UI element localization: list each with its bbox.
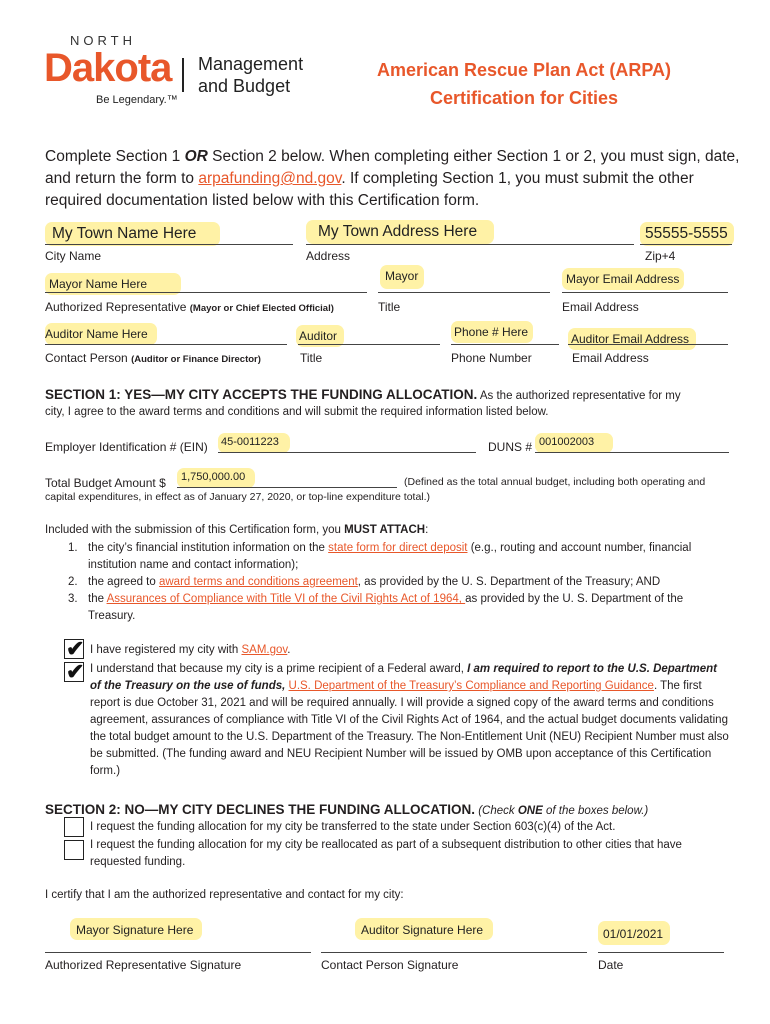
intro-text-3: . If completing Section 1, you must submit the other required documentation listed below with this Certification form. <box>45 170 694 209</box>
section2-note-pre: (Check <box>475 805 518 817</box>
sig1-label: Authorized Representative Signature <box>45 958 242 972</box>
rep-email-label: Email Address <box>562 300 639 314</box>
check2-bold: I am required to report to the U.S. Department of the Treasury on the use of funds, <box>90 663 717 692</box>
zip-label: Zip+4 <box>645 249 676 263</box>
section1-heading-rest: As the authorized representative for my <box>477 390 681 402</box>
duns-field[interactable]: 001002003 <box>539 436 595 448</box>
section2-note-bold: ONE <box>517 805 543 817</box>
attach-item-number: 1. <box>68 542 78 554</box>
duns-underline <box>535 452 729 453</box>
attach-item-text: the city’s financial institution information on the <box>88 542 329 554</box>
city-underline <box>45 244 293 245</box>
form-title-line1: American Rescue Plan Act (ARPA) <box>376 60 672 80</box>
attach-item-text: the agreed to <box>88 576 159 588</box>
contact-title-underline <box>298 344 440 345</box>
date-label: Date <box>598 958 624 972</box>
reallocate-checkbox[interactable] <box>64 840 84 860</box>
rep-email-underline <box>562 292 728 293</box>
contact-phone-label: Phone Number <box>451 351 532 365</box>
contact-name-label-text: Contact Person <box>45 351 128 365</box>
contact-email-field[interactable]: Auditor Email Address <box>571 332 690 346</box>
form-title-line2: Certification for Cities <box>429 88 619 108</box>
rep-title-field[interactable]: Mayor <box>385 269 419 283</box>
email-link[interactable]: arpafunding@nd.gov <box>198 170 342 187</box>
address-field[interactable]: My Town Address Here <box>318 223 478 240</box>
budget-underline <box>177 487 397 488</box>
section1-intro-line2: city, I agree to the award terms and conditions and will submit the required information listed below. <box>45 406 549 418</box>
check1-text <box>90 644 291 656</box>
section2-note-post: of the boxes below.) <box>542 805 649 817</box>
address-underline <box>306 244 634 245</box>
treasury-guidance-link[interactable]: U.S. Department of the Treasury’s Compliance and Reporting Guidance <box>288 680 654 692</box>
intro-text-2: Section 2 below. When completing either Section 1 or 2, you must sign, date, and return the form to <box>45 148 740 187</box>
attach-item-2 <box>68 574 728 591</box>
attach-item-number: 3. <box>68 593 78 605</box>
rep-name-label-note: (Mayor or Chief Elected Official) <box>189 303 334 314</box>
section2-heading <box>45 801 648 819</box>
check2-text <box>90 661 730 780</box>
ein-underline <box>218 452 476 453</box>
budget-label: Total Budget Amount $ <box>45 476 166 490</box>
reporting-acknowledge-checkbox[interactable] <box>64 659 85 684</box>
contact-email-underline <box>568 344 728 345</box>
attach-intro-end: : <box>425 524 429 536</box>
attach-item-number: 2. <box>68 576 78 588</box>
certify-statement: I certify that I am the authorized representative and contact for my city: <box>45 889 404 901</box>
zip-field[interactable]: 55555-5555 <box>645 225 728 242</box>
check2-rest: . The first report is due October 31, 2021 and will be required annually. I will provide a signed copy of the award terms and conditions agreement, assurances of compliance with Title VI of the Civil Rights Act of 1964, and the actual budget documents validating the total budget amount to the U.S. Department of the Treasury. The Non-Entitlement Unit (NEU) Recipient Number must also be submitted. (The funding award and NEU Recipient Number will be issued by OMB upon acceptance of this Certification form.) <box>90 680 729 777</box>
attach-item-text: (e.g., routing and account number, financial institution name and contact information); <box>88 542 692 571</box>
attach-intro <box>45 524 428 536</box>
contact-phone-underline <box>451 344 559 345</box>
attach-intro-bold: MUST ATTACH <box>344 524 426 536</box>
contact-title-label: Title <box>300 351 323 365</box>
sig2-label: Contact Person Signature <box>321 958 459 972</box>
contact-name-label-note: (Auditor or Finance Director) <box>131 354 261 365</box>
city-name-field[interactable]: My Town Name Here <box>52 225 197 242</box>
check-mark-icon: ✔ <box>66 659 85 684</box>
rep-title-label: Title <box>378 300 401 314</box>
contact-name-label <box>45 351 261 365</box>
ein-field[interactable]: 45-0011223 <box>221 436 279 448</box>
rep-name-underline <box>45 292 367 293</box>
direct-deposit-form-link[interactable]: state form for direct deposit <box>328 542 468 554</box>
contact-name-underline <box>45 344 287 345</box>
contact-phone-field[interactable]: Phone # Here <box>454 325 529 339</box>
attach-item-text: the <box>88 593 107 605</box>
transfer-to-state-checkbox[interactable] <box>64 817 84 837</box>
date-field[interactable]: 01/01/2021 <box>603 927 664 941</box>
attach-intro-text: Included with the submission of this Certification form, you <box>45 524 345 536</box>
contact-signature-field[interactable]: Auditor Signature Here <box>361 923 484 937</box>
logo-dept-line2: and Budget <box>198 76 291 96</box>
zip-underline <box>640 244 732 245</box>
sig2-underline <box>321 952 587 953</box>
sam-gov-link[interactable]: SAM.gov <box>241 644 288 656</box>
assurances-compliance-link[interactable]: Assurances of Compliance with Title VI of the Civil Rights Act of 1964, <box>106 593 466 605</box>
attach-item-text: as provided by the U. S. Department of the Treasury. <box>88 593 684 622</box>
section2-option1: I request the funding allocation for my city be transferred to the state under Section 603(c)(4) of the Act. <box>90 821 616 833</box>
section1-title: SECTION 1: YES—MY CITY ACCEPTS THE FUNDING ALLOCATION. <box>45 387 478 402</box>
attach-item-text: , as provided by the U. S. Department of the Treasury; AND <box>357 576 661 588</box>
rep-name-label <box>45 300 334 314</box>
section1-heading <box>45 386 681 404</box>
budget-note: (Defined as the total annual budget, including both operating and <box>404 476 706 488</box>
sam-registered-checkbox[interactable] <box>64 636 85 661</box>
check-mark-icon: ✔ <box>66 636 85 661</box>
contact-title-field[interactable]: Auditor <box>299 329 338 343</box>
attach-list <box>68 540 728 625</box>
rep-name-label-text: Authorized Representative <box>45 300 187 314</box>
address-label: Address <box>306 249 351 263</box>
duns-label: DUNS # <box>488 440 533 454</box>
rep-email-field[interactable]: Mayor Email Address <box>566 272 680 286</box>
check2-label: I understand that because my city is a prime recipient of a Federal award, <box>90 663 468 675</box>
contact-name-field[interactable]: Auditor Name Here <box>45 327 148 341</box>
city-label: City Name <box>45 249 102 263</box>
award-terms-link[interactable]: award terms and conditions agreement <box>158 576 358 588</box>
budget-note-line2: capital expenditures, in effect as of January 27, 2020, or top-line expenditure total.) <box>45 491 431 503</box>
intro-paragraph <box>45 146 750 212</box>
section2-title: SECTION 2: NO—MY CITY DECLINES THE FUNDING ALLOCATION. <box>45 802 476 817</box>
section2-option2: I request the funding allocation for my city be reallocated as part of a subsequent distribution to other cities that have requested funding. <box>90 839 682 868</box>
logo-tagline: Be Legendary.™ <box>96 94 178 106</box>
logo-divider <box>182 58 184 92</box>
attach-item-1 <box>68 540 728 574</box>
check1-label: I have registered my city with <box>90 644 242 656</box>
logo-dakota-text: Dakota <box>44 46 172 90</box>
logo-dept-line1: Management <box>198 54 304 74</box>
authorized-signature-field[interactable]: Mayor Signature Here <box>76 923 194 937</box>
budget-field[interactable]: 1,750,000.00 <box>181 471 246 483</box>
rep-title-underline <box>378 292 550 293</box>
ein-label: Employer Identification # (EIN) <box>45 440 208 454</box>
date-underline <box>598 952 724 953</box>
logo-north-text: NORTH <box>70 33 136 48</box>
intro-text-1: Complete Section 1 <box>45 148 185 165</box>
contact-email-label: Email Address <box>572 351 649 365</box>
rep-name-field[interactable]: Mayor Name Here <box>49 277 148 291</box>
intro-or: OR <box>184 148 208 165</box>
sig1-underline <box>45 952 311 953</box>
check1-label-end: . <box>287 644 291 656</box>
attach-item-3 <box>68 591 728 625</box>
